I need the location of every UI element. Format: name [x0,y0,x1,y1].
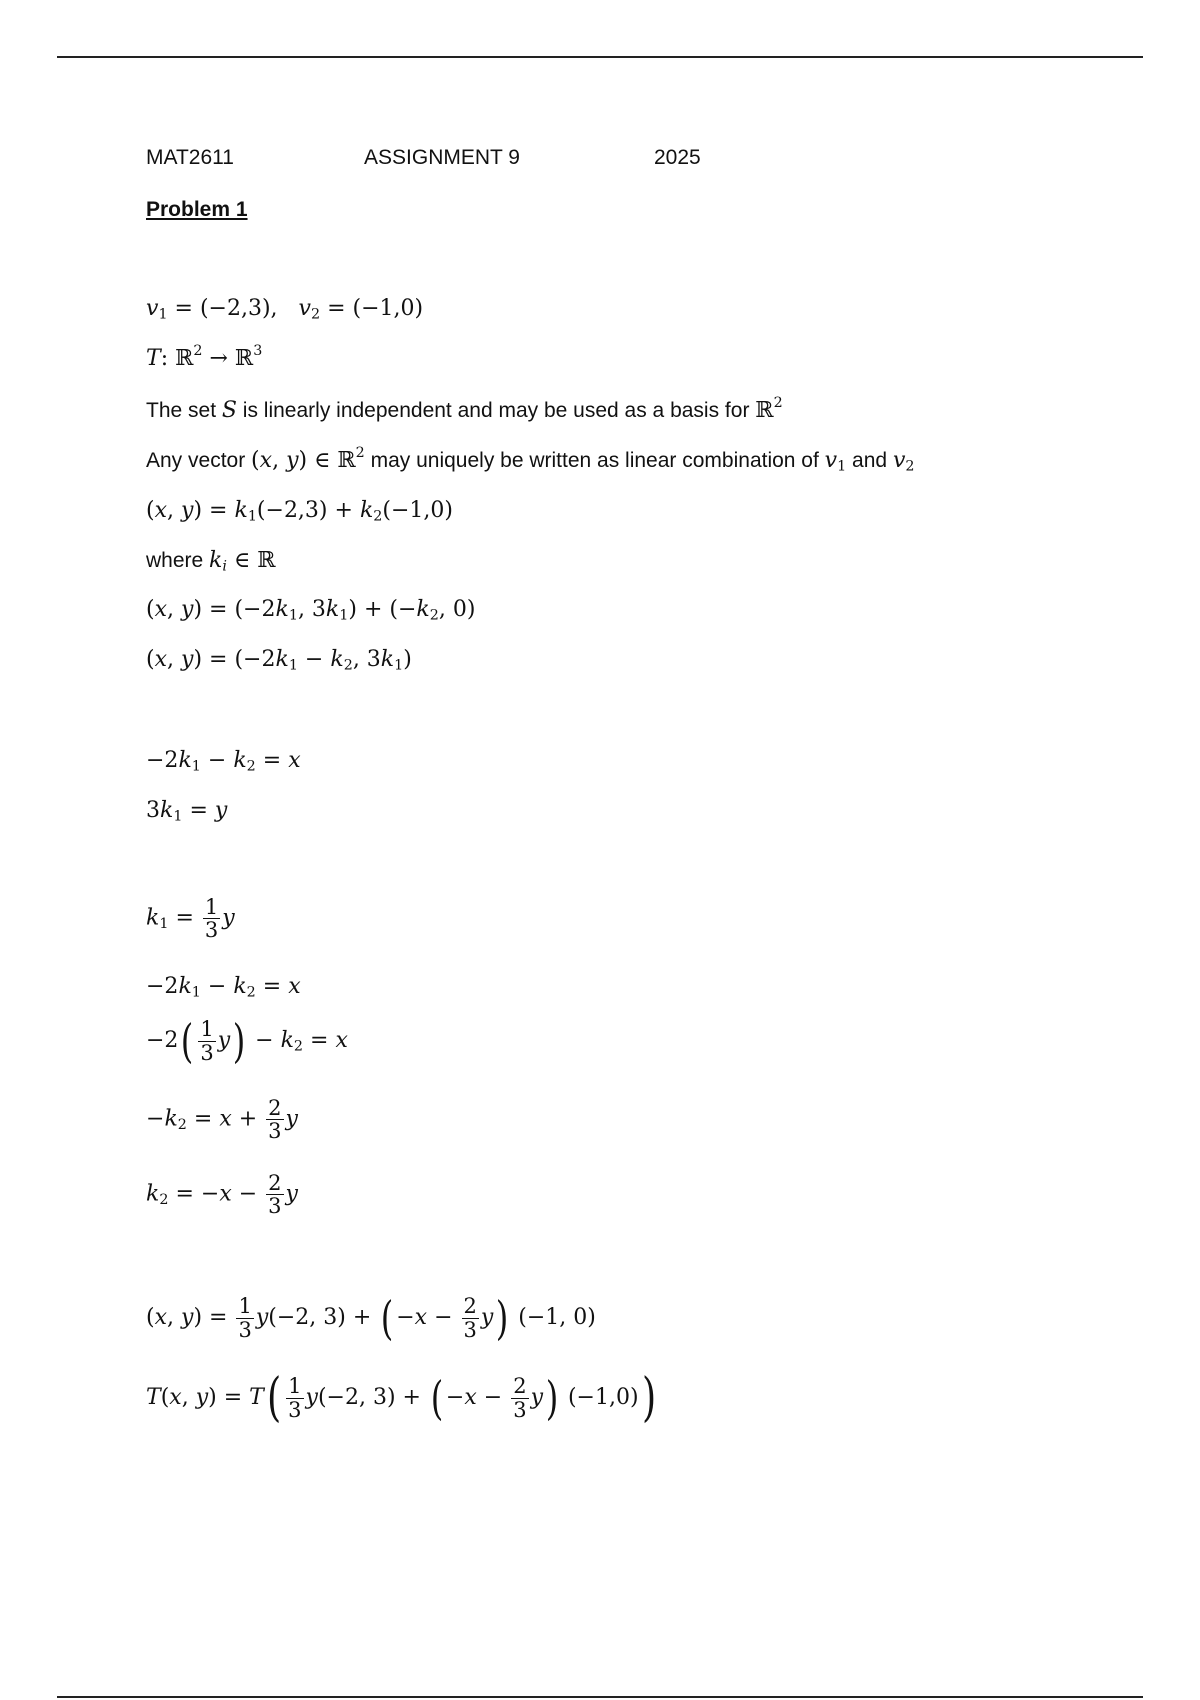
text-linear-combination: Any vector (x, y) ∈ ℝ$^2$ may uniquely be written as linear combination of $v_1$ and $v_2$ [146,445,915,475]
bottom-rule [57,1696,1143,1698]
equation-system-2: $3k_1 = y$ [146,798,228,825]
equation-t-expression: T(x, y) = T( $\frac{1}{3}$ y(−2, 3) + ( −x − $\frac{2}{3}$ y) (−1,0)) [146,1368,656,1428]
assignment-title: ASSIGNMENT 9 [364,146,520,169]
equation-k2: $k_2 = -x$ − $\frac{2}{3}$ y [146,1171,298,1219]
equation-k1: $k_1$ = $\frac{1}{3}$ y [146,895,235,943]
equation-neg-k2: $-k_2 = x$ + $\frac{2}{3}$ y [146,1096,298,1144]
year: 2025 [654,146,701,169]
course-code: MAT2611 [146,146,234,169]
equation-substitution: −2( $\frac{1}{3}$ $y) - k_2 = x$ [146,1014,348,1068]
top-rule [57,56,1143,58]
equation-xy-expression: (x, y) = $\frac{1}{3}$ y(−2, 3) + ( −x − $\frac{2}{3}$ y) (−1, 0) [146,1291,596,1345]
equation-combined: (x, $y) = (-2k_1 - k_2$, $3k_1$) [146,647,412,674]
equation-transformation: T: ℝ$^2$ → ℝ$^3$ [146,343,263,371]
problem-heading: Problem 1 [146,198,248,221]
equation-system-1-repeat: $-2k_1 - k_2 = x$ [146,974,301,1001]
equation-text: $v_1 = (-2,3)$, $v_2 = (-1,0)$ [146,296,424,323]
equation-expanded: (x, $y) = (-2k_1$, $3k_1) + (-k_2$, 0) [146,597,476,624]
text-where: where $k_i$ ∈ ℝ [146,548,276,575]
equation-combination: (x, $y) = k_1(-2,3) + k_2(-1,0)$ [146,498,453,525]
equation-system-1: $-2k_1 - k_2 = x$ [146,748,301,775]
equation-vectors [146,296,423,323]
text-basis-statement: The set S is linearly independent and may be used as a basis for ℝ$^2$ [146,395,783,423]
